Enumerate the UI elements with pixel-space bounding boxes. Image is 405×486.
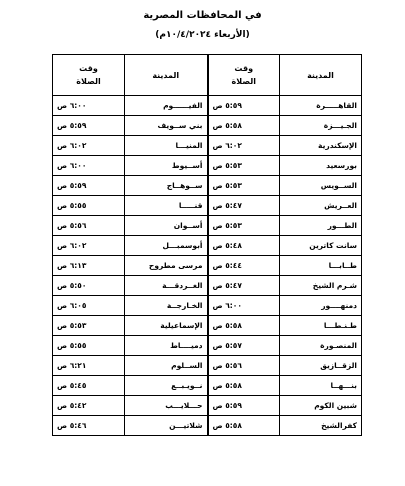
city-cell: كفرالشيخ — [280, 416, 362, 436]
city-cell: سانت كاترين — [280, 236, 362, 256]
table-row — [53, 196, 362, 216]
table-row — [53, 316, 362, 336]
table-row — [53, 416, 362, 436]
time-header-right-line2: الصلاة — [231, 77, 256, 86]
table-row — [53, 216, 362, 236]
city-cell: القاهـــــرة — [280, 96, 362, 116]
city-cell: طــابـــا — [280, 256, 362, 276]
table-row — [53, 236, 362, 256]
city-cell: دمنهــــور — [280, 296, 362, 316]
city-cell: الإسماعيلية — [125, 316, 208, 336]
page-date: (الأربعاء ١٠/٤/٢٠٢٤م) — [155, 30, 250, 40]
time-cell: ٦:٠٥ ص — [53, 296, 125, 316]
time-cell: ٥:٥٣ ص — [208, 176, 280, 196]
city-cell: شـرم الشيخ — [280, 276, 362, 296]
city-cell: شبين الكوم — [280, 396, 362, 416]
time-cell: ٥:٤٥ ص — [53, 376, 125, 396]
table-row — [53, 356, 362, 376]
city-cell: شلاتيـــن — [125, 416, 208, 436]
city-cell: الســويس — [280, 176, 362, 196]
table-row — [53, 176, 362, 196]
city-cell: الزقــازيق — [280, 356, 362, 376]
city-cell: نــويـبــع — [125, 376, 208, 396]
table-row — [53, 376, 362, 396]
time-cell: ٥:٥٨ ص — [208, 416, 280, 436]
city-cell: أســوان — [125, 216, 208, 236]
time-cell: ٥:٥٣ ص — [208, 156, 280, 176]
time-cell: ٥:٥٣ ص — [208, 216, 280, 236]
time-cell: ٦:٠٠ ص — [53, 96, 125, 116]
time-header-left — [53, 55, 125, 96]
time-header-right — [208, 55, 280, 96]
time-cell: ٥:٥٩ ص — [53, 116, 125, 136]
table-row — [53, 136, 362, 156]
city-cell: المنيـــا — [125, 136, 208, 156]
time-cell: ٥:٥٠ ص — [53, 276, 125, 296]
city-cell: بورسعيد — [280, 156, 362, 176]
time-cell: ٦:٠٢ ص — [53, 136, 125, 156]
time-cell: ٥:٥٨ ص — [208, 116, 280, 136]
table-row — [53, 256, 362, 276]
city-cell: الخـارجــة — [125, 296, 208, 316]
time-cell: ٥:٤٤ ص — [208, 256, 280, 276]
city-cell: المنصـورة — [280, 336, 362, 356]
time-cell: ٥:٥٩ ص — [53, 176, 125, 196]
time-cell: ٥:٥٩ ص — [208, 96, 280, 116]
city-cell: حـــلايـــب — [125, 396, 208, 416]
time-cell: ٥:٤٧ ص — [208, 196, 280, 216]
time-cell: ٥:٤٧ ص — [208, 276, 280, 296]
time-cell: ٦:٠٠ ص — [208, 296, 280, 316]
time-cell: ٦:٠٠ ص — [53, 156, 125, 176]
time-cell: ٥:٥٨ ص — [208, 316, 280, 336]
city-cell: الغــردقـــة — [125, 276, 208, 296]
city-cell: دميــــاط — [125, 336, 208, 356]
city-cell: الطـــور — [280, 216, 362, 236]
table-row — [53, 296, 362, 316]
page-title: في المحافظات المصرية — [143, 10, 262, 21]
time-cell: ٥:٥٦ ص — [53, 216, 125, 236]
time-cell: ٥:٥٥ ص — [53, 336, 125, 356]
table-row — [53, 396, 362, 416]
city-cell: مرسى مطروح — [125, 256, 208, 276]
table-row — [53, 96, 362, 116]
prayer-times-table — [52, 54, 362, 436]
city-cell: الســلوم — [125, 356, 208, 376]
time-cell: ٦:١٣ ص — [53, 256, 125, 276]
time-cell: ٥:٥٥ ص — [53, 196, 125, 216]
time-header-left-line1: وقت — [79, 64, 98, 73]
city-cell: الجـيـــزة — [280, 116, 362, 136]
city-cell: بنـــهــا — [280, 376, 362, 396]
time-cell: ٦:٠٢ ص — [208, 136, 280, 156]
city-header-left: المدينة — [125, 55, 208, 96]
time-cell: ٥:٤٨ ص — [208, 236, 280, 256]
time-cell: ٥:٥٨ ص — [208, 376, 280, 396]
time-cell: ٦:٢١ ص — [53, 356, 125, 376]
time-cell: ٥:٤٦ ص — [53, 416, 125, 436]
city-cell: العــريش — [280, 196, 362, 216]
city-cell: أبوسمبـــل — [125, 236, 208, 256]
city-cell: بني ســويف — [125, 116, 208, 136]
city-cell: ســوهــاج — [125, 176, 208, 196]
time-header-right-line1: وقت — [234, 64, 254, 73]
table-row — [53, 276, 362, 296]
city-cell: الفيــــــوم — [125, 96, 208, 116]
city-header-right: المدينة — [280, 55, 362, 96]
time-cell: ٥:٤٢ ص — [53, 396, 125, 416]
table-row — [53, 336, 362, 356]
table-row — [53, 156, 362, 176]
city-cell: طـنـطـــا — [280, 316, 362, 336]
time-cell: ٦:٠٢ ص — [53, 236, 125, 256]
city-cell: أســيوط — [125, 156, 208, 176]
time-cell: ٥:٥٦ ص — [208, 356, 280, 376]
time-cell: ٥:٥٧ ص — [208, 336, 280, 356]
city-cell: الإسكندرية — [280, 136, 362, 156]
city-cell: قنـــــا — [125, 196, 208, 216]
time-header-left-line2: الصلاة — [76, 77, 101, 86]
time-cell: ٥:٥٣ ص — [53, 316, 125, 336]
time-cell: ٥:٥٩ ص — [208, 396, 280, 416]
table-header-row — [53, 55, 362, 96]
table-row — [53, 116, 362, 136]
